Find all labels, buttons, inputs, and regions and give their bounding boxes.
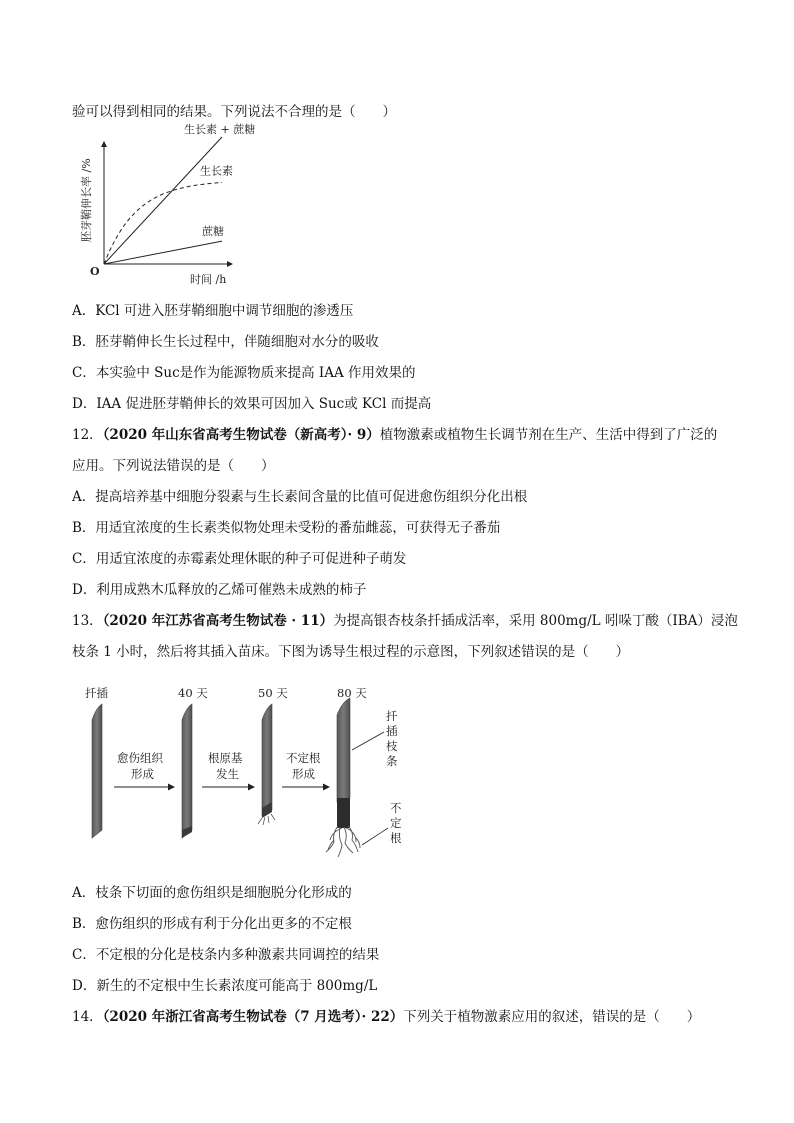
label-cutting-3: 枝 — [386, 739, 398, 753]
q11-option-d: D．IAA 促进胚芽鞘伸长的效果可因加入 Suc或 KCl 而提高 — [72, 396, 432, 412]
arrow-2-label-2: 发生 — [216, 767, 239, 781]
cutting-stage-0 — [92, 704, 102, 838]
label-cutting-2: 插 — [386, 724, 398, 738]
root-induction-diagram — [72, 680, 432, 865]
q12-stem1: 植物激素或植物生长调节剂在生产、生活中得到了广泛的 — [379, 427, 718, 443]
arrow-1-label-2: 形成 — [131, 767, 154, 781]
growth-chart — [72, 123, 256, 292]
intro-line: 验可以得到相同的结果。下列说法不合理的是（ ） — [72, 104, 396, 120]
stage-label-80d: 80 天 — [337, 686, 367, 700]
arrow-1-label-1: 愈伤组织 — [117, 751, 163, 765]
stage-label-50d: 50 天 — [258, 686, 288, 700]
series-label-1: 生长素 — [200, 164, 233, 178]
root-primordia — [258, 814, 275, 825]
q13-option-a: A．枝条下切面的愈伤组织是细胞脱分化形成的 — [72, 885, 352, 901]
cutting-stage-80d — [337, 698, 350, 802]
q12-source: （2020 年山东省高考生物试卷（新高考）· 9） — [102, 427, 380, 443]
q13-source: （2020 年江苏省高考生物试卷 · 11） — [102, 613, 334, 629]
q12-option-c: C．用适宜浓度的赤霉素处理休眠的种子可促进种子萌发 — [72, 551, 407, 567]
pointer-root — [362, 828, 388, 845]
q14-stem — [72, 1008, 700, 1026]
q12-option-d: D．利用成熟木瓜释放的乙烯可催熟未成熟的柿子 — [72, 582, 367, 598]
q13-stem-line2: 枝条 1 小时，然后将其插入苗床。下图为诱导生根过程的示意图，下列叙述错误的是（ ） — [72, 644, 630, 660]
q13-number: 13． — [72, 613, 103, 629]
series-line-1 — [104, 183, 222, 265]
q12-stem-line2: 应用。下列说法错误的是（ ） — [72, 458, 275, 474]
q11-option-a: A．KCl 可进入胚芽鞘细胞中调节细胞的渗透压 — [72, 303, 354, 319]
label-root-2: 定 — [390, 816, 402, 830]
q14-stem-text: 下列关于植物激素应用的叙述，错误的是（ ） — [403, 1009, 701, 1025]
q13-stem-line1 — [72, 612, 738, 630]
label-root-3: 根 — [390, 831, 402, 845]
q13-option-b: B．愈伤组织的形成有利于分化出更多的不定根 — [72, 916, 352, 932]
label-root-1: 不 — [390, 801, 402, 815]
q11-option-b: B．胚芽鞘伸长生长过程中，伴随细胞对水分的吸收 — [72, 334, 379, 350]
q12-stem-line1 — [72, 426, 717, 444]
pointer-cutting — [352, 732, 384, 750]
q14-source: （2020 年浙江省高考生物试卷（7 月选考）· 22） — [102, 1009, 404, 1025]
label-cutting-1: 扦 — [386, 709, 398, 723]
q14-number: 14． — [72, 1009, 103, 1025]
q13-option-c: C．不定根的分化是枝条内多种激素共同调控的结果 — [72, 947, 380, 963]
stage-label-40d: 40 天 — [178, 686, 208, 700]
series-label-2: 蔗糖 — [202, 225, 224, 239]
cutting-stage-50d — [262, 704, 272, 816]
q12-option-b: B．用适宜浓度的生长素类似物处理未受粉的番茄雌蕊，可获得无子番茄 — [72, 520, 501, 536]
arrow-2-label-1: 根原基 — [208, 751, 243, 765]
origin-label: O — [90, 265, 100, 278]
adventitious-roots — [326, 826, 360, 857]
arrow-3-label-2: 形成 — [292, 767, 315, 781]
y-axis-label: 胚芽鞘伸长率 /% — [80, 158, 93, 242]
stage-label-cutting: 扦插 — [85, 686, 108, 700]
q11-option-c: C．本实验中 Suc是作为能源物质来提高 IAA 作用效果的 — [72, 365, 416, 381]
q12-number: 12． — [72, 427, 103, 443]
series-label-0: 生长素 + 蔗糖 — [184, 123, 256, 136]
q13-stem1: 为提高银杏枝条扦插成活率，采用 800mg/L 吲哚丁酸（IBA）浸泡 — [333, 613, 738, 629]
cutting-stage-40d — [182, 704, 192, 838]
x-axis-label: 时间 /h — [190, 273, 227, 286]
q12-option-a: A．提高培养基中细胞分裂素与生长素间含量的比值可促进愈伤组织分化出根 — [72, 489, 528, 505]
q13-option-d: D．新生的不定根中生长素浓度可能高于 800mg/L — [72, 978, 378, 994]
arrow-3-label-1: 不定根 — [286, 751, 321, 765]
label-cutting-4: 条 — [386, 754, 398, 768]
